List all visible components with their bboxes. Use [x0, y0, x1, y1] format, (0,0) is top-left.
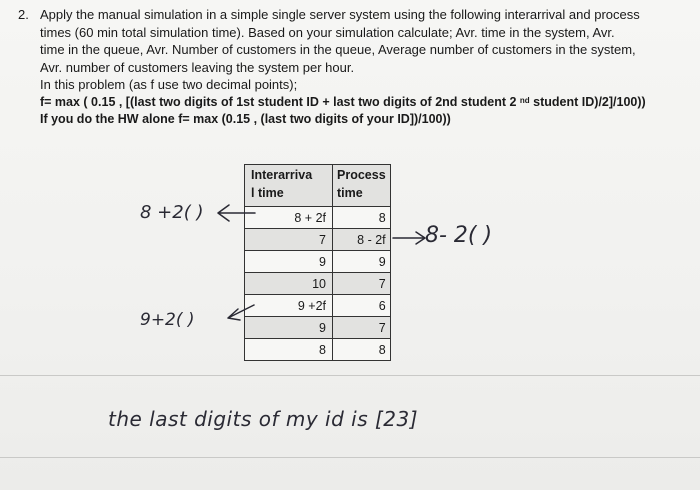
- arrow-right-icon: [393, 232, 425, 244]
- table-cell: 8: [245, 339, 333, 361]
- header-text: time: [337, 186, 363, 200]
- question-line: In this problem (as f use two decimal points);: [40, 77, 298, 92]
- question-line: Avr. number of customers leaving the system per hour.: [40, 59, 355, 75]
- divider-line: [0, 457, 700, 458]
- question-number: 2.: [18, 7, 29, 22]
- table-cell: 8: [333, 207, 391, 229]
- formula-team-text: f= max ( 0.15 , [(last two digits of 1st student ID + last two digits of 2nd student 2: [40, 94, 520, 109]
- header-text: Process: [337, 168, 386, 182]
- formula-superscript: nd: [519, 95, 530, 105]
- header-text: l time: [251, 186, 284, 200]
- table-cell: 9: [333, 251, 391, 273]
- table-cell: 9 +2f: [245, 295, 333, 317]
- formula-alone: If you do the HW alone f= max (0.15 , (last two digits of your ID])/100)): [40, 112, 451, 126]
- table-cell: 9: [245, 317, 333, 339]
- table-cell: 7: [245, 229, 333, 251]
- formula-team-end: student ID)/2]/100)): [529, 94, 646, 109]
- header-text: Interarriva: [251, 168, 313, 182]
- table-cell: 7: [333, 317, 391, 339]
- handwritten-note-left-bottom: 9+2( ): [140, 310, 195, 330]
- handwritten-note-right: 8- 2( ): [425, 223, 493, 248]
- arrow-left-bottom-icon: [228, 305, 254, 320]
- question-line: Apply the manual simulation in a simple single server system using the following interarrival and process: [40, 7, 640, 22]
- table-cell: 10: [245, 273, 333, 295]
- table-cell: 8 - 2f: [333, 229, 391, 251]
- question-line: time in the queue, Avr. Number of customers in the queue, Average number of customers in the system,: [40, 42, 636, 57]
- table-cell: 9: [245, 251, 333, 273]
- table-cell: 7: [333, 273, 391, 295]
- table-cell: 8 + 2f: [245, 207, 333, 229]
- divider-line: [0, 375, 700, 376]
- arrow-left-top-icon: [218, 205, 255, 221]
- handwritten-note-left-top: 8 +2( ): [140, 202, 204, 223]
- table-cell: 8: [333, 339, 391, 361]
- handwritten-id-note: the last digits of my id is [23]: [108, 407, 419, 431]
- question-line: times (60 min total simulation time). Based on your simulation calculate; Avr. time in the system, Avr.: [40, 24, 615, 40]
- table-cell: 6: [333, 295, 391, 317]
